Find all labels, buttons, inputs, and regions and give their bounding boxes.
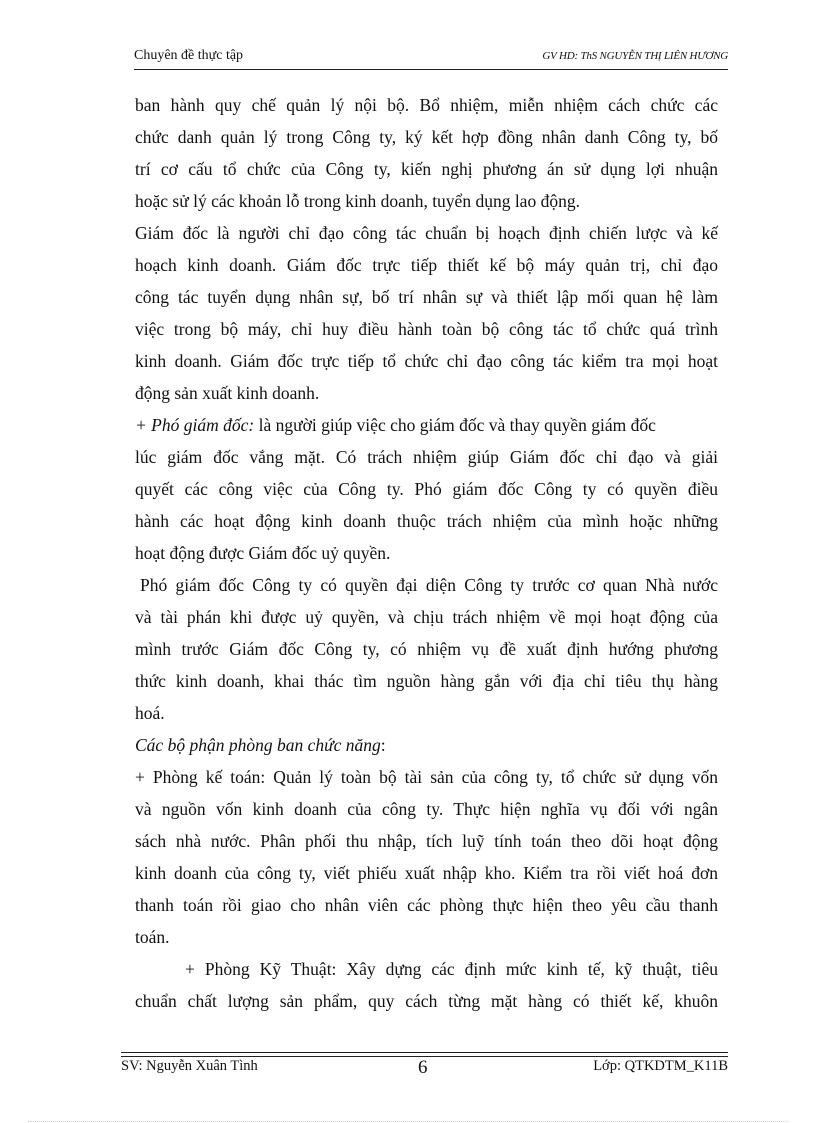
text-line: + Phòng kế toán: Quản lý toàn bộ tài sản của công ty, tổ chức sử dụng vốn <box>135 767 718 787</box>
text-line: kinh doanh. Giám đốc trực tiếp tổ chức chỉ đạo công tác kiểm tra mọi hoạt <box>135 351 718 371</box>
text-line: công tác tuyển dụng nhân sự, bố trí nhân sự và thiết lập mối quan hệ làm <box>135 287 718 307</box>
text-line: và nguồn vốn kinh doanh của công ty. Thực hiện nghĩa vụ đối với ngân <box>135 799 718 819</box>
section-label-vice-director: + Phó giám đốc: <box>135 415 255 435</box>
text-line: động sản xuất kinh doanh. <box>135 383 320 403</box>
text-line: Giám đốc là người chỉ đạo công tác chuẩn bị hoạch định chiến lược và kế <box>135 223 718 243</box>
body-text <box>135 89 718 1017</box>
text-line <box>135 409 718 441</box>
text-line: hoạt động được Giám đốc uỷ quyền. <box>135 543 391 563</box>
text-line: hành các hoạt động kinh doanh thuộc trách nhiệm của mình hoặc những <box>135 511 718 531</box>
footer-student: SV: Nguyễn Xuân Tình <box>121 1058 258 1074</box>
page-header <box>134 48 728 68</box>
footer-divider <box>121 1052 728 1053</box>
text-line: Phó giám đốc Công ty có quyền đại diện Công ty trước cơ quan Nhà nước <box>140 575 718 595</box>
text-line: mình trước Giám đốc Công ty, có nhiệm vụ đề xuất định hướng phương <box>135 639 718 659</box>
text-line: và tài phán khi được uỷ quyền, và chịu trách nhiệm về mọi hoạt động của <box>135 607 718 627</box>
page-edge <box>28 1121 788 1122</box>
text-line: toán. <box>135 927 170 947</box>
text-line: lúc giám đốc vắng mặt. Có trách nhiệm giúp Giám đốc chỉ đạo và giải <box>135 447 718 467</box>
text-line: kinh doanh của công ty, viết phiếu xuất nhập kho. Kiểm tra rồi viết hoá đơn <box>135 863 718 883</box>
text-line: hoạch kinh doanh. Giám đốc trực tiếp thiết kế bộ máy quản trị, chỉ đạo <box>135 255 718 275</box>
text-line: ban hành quy chế quản lý nội bộ. Bổ nhiệm, miễn nhiệm cách chức các <box>135 95 718 115</box>
text-line: trí cơ cấu tổ chức của Công ty, kiến nghị phương án sử dụng lợi nhuận <box>135 159 718 179</box>
text-run: là người giúp việc cho giám đốc và thay quyền giám đốc <box>254 415 656 435</box>
text-line: việc trong bộ máy, chỉ huy điều hành toàn bộ công tác tổ chức quá trình <box>135 319 718 339</box>
footer-class: Lớp: QTKDTM_K11B <box>593 1058 728 1074</box>
header-title: Chuyên đề thực tập <box>134 48 244 63</box>
section-heading-departments: Các bộ phận phòng ban chức năng <box>135 735 381 755</box>
header-instructor: GV HD: ThS NGUYỄN THỊ LIÊN HƯƠNG <box>542 50 728 62</box>
page-footer <box>121 1058 728 1080</box>
text-line <box>135 729 718 761</box>
text-line: quyết các công việc của Công ty. Phó giám đốc Công ty có quyền điều <box>135 479 718 499</box>
text-run: : <box>380 735 386 755</box>
text-line: hoá. <box>135 703 165 723</box>
text-line: thanh toán rồi giao cho nhân viên các phòng thực hiện theo yêu cầu thanh <box>135 895 718 915</box>
page-number: 6 <box>418 1057 428 1078</box>
text-line: + Phòng Kỹ Thuật: Xây dựng các định mức kinh tế, kỹ thuật, tiêu <box>185 959 718 979</box>
text-line: hoặc sử lý các khoản lỗ trong kinh doanh, tuyển dụng lao động. <box>135 191 580 211</box>
text-line: thức kinh doanh, khai thác tìm nguồn hàng gắn với địa chỉ tiêu thụ hàng <box>135 671 718 691</box>
header-divider <box>134 69 728 70</box>
text-line: chức danh quản lý trong Công ty, ký kết hợp đồng nhân danh Công ty, bố <box>135 127 718 147</box>
text-line: chuẩn chất lượng sản phẩm, quy cách từng mặt hàng có thiết kế, khuôn <box>135 991 718 1011</box>
text-line: sách nhà nước. Phân phối thu nhập, tích luỹ tính toán theo dõi hoạt động <box>135 831 718 851</box>
